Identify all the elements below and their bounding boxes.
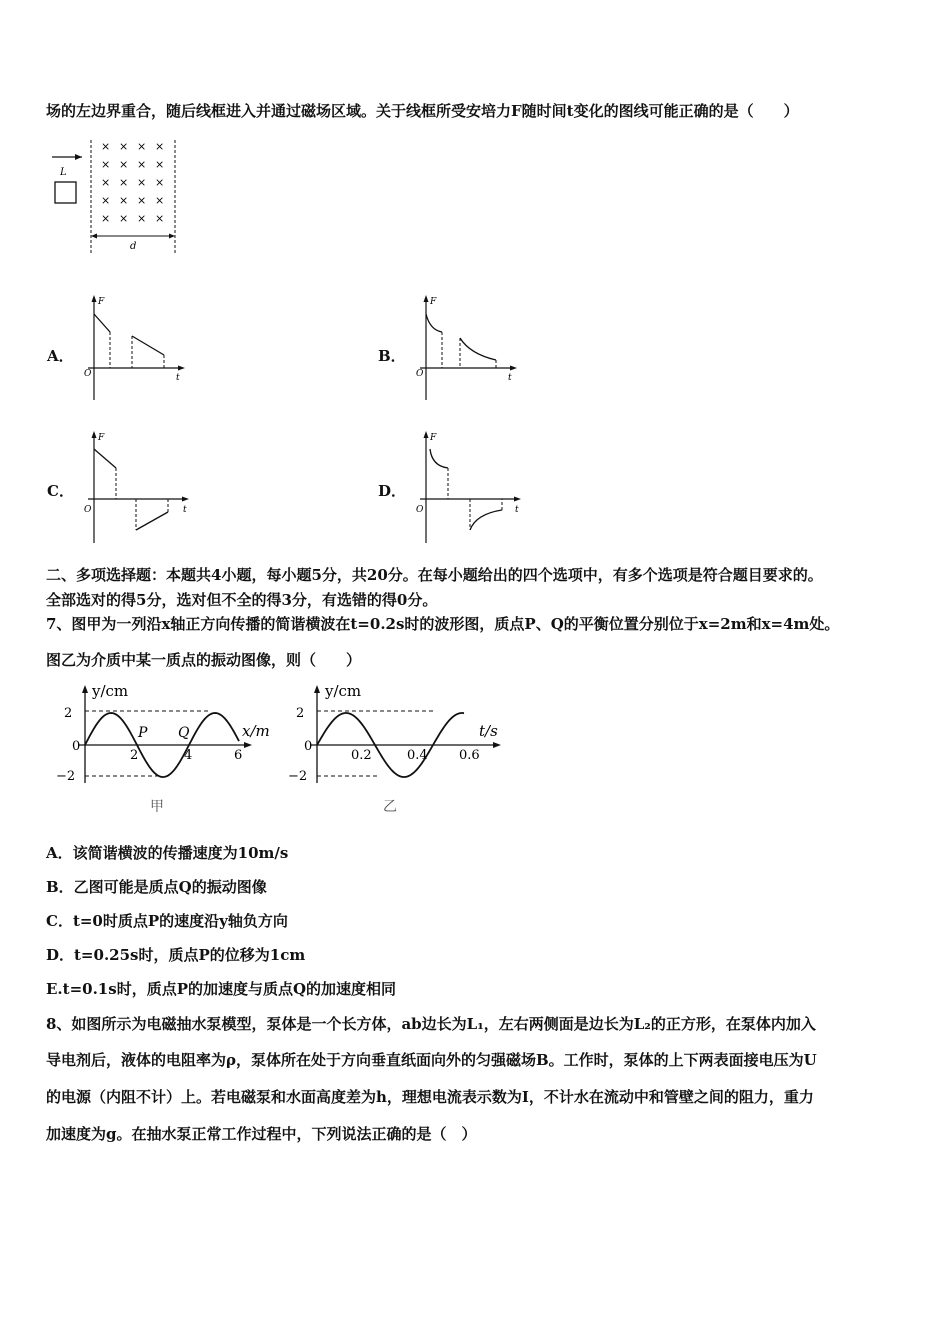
field-cross-mark: ×: [155, 194, 165, 207]
graph-yi: [283, 678, 513, 818]
field-cross-mark: ×: [155, 140, 165, 153]
graph-d: [412, 428, 527, 546]
q8-line2: 导电剂后，液体的电阻率为ρ，泵体所在处于方向垂直纸面向外的匀强磁场B。工作时，泵体的上下两表面接电压为U: [46, 1051, 817, 1069]
svg-text:t: t: [508, 373, 512, 383]
svg-text:F: F: [98, 297, 105, 307]
q8-line1: 8、如图所示为电磁抽水泵模型，泵体是一个长方体，ab边长为L₁，左右两侧面是边长为L₂的正方形，在泵体内加入: [46, 1015, 816, 1033]
field-cross-mark: ×: [101, 140, 111, 153]
q7-option-c: C．t=0时质点P的速度沿y轴负方向: [46, 912, 288, 930]
graph-a: [80, 292, 190, 402]
svg-text:t: t: [176, 373, 180, 383]
caption-jia: 甲: [150, 799, 164, 815]
option-b-label: B．: [378, 347, 406, 365]
field-cross-mark: ×: [119, 176, 129, 189]
option-d-label: D．: [378, 482, 407, 500]
svg-text:O: O: [416, 369, 424, 379]
q8-line4: 加速度为g。在抽水泵正常工作过程中，下列说法正确的是（ ）: [46, 1125, 477, 1143]
jia-y-axis-label: y/cm: [92, 682, 129, 700]
field-cross-mark: ×: [137, 194, 147, 207]
field-cross-mark: ×: [119, 212, 129, 225]
field-cross-mark: ×: [137, 158, 147, 171]
yi-y-axis-label: y/cm: [325, 682, 362, 700]
svg-text:O: O: [416, 505, 424, 515]
svg-text:O: O: [84, 369, 92, 379]
section2-header-line2: 全部选对的得5分，选对但不全的得3分，有选错的得0分。: [46, 591, 438, 609]
width-label: d: [130, 241, 137, 252]
q8-line3: 的电源（内阻不计）上。若电磁泵和水面高度差为h，理想电流表示数为I，不计水在流动中和管壁之间的阻力，重力: [46, 1088, 814, 1106]
svg-text:0: 0: [304, 739, 313, 754]
yi-x-axis-label: t/s: [479, 722, 498, 740]
q6-figure: [50, 135, 190, 255]
field-crosses: [101, 140, 164, 225]
caption-yi: 乙: [383, 799, 397, 815]
svg-text:−2: −2: [288, 769, 308, 784]
svg-text:0.6: 0.6: [459, 748, 480, 763]
field-cross-mark: ×: [101, 158, 111, 171]
field-cross-mark: ×: [155, 212, 165, 225]
q7-option-b: B．乙图可能是质点Q的振动图像: [46, 878, 267, 896]
field-cross-mark: ×: [137, 176, 147, 189]
svg-text:t: t: [515, 505, 519, 515]
svg-text:6: 6: [234, 748, 243, 763]
coil-square: [55, 182, 76, 203]
q7-option-e: E.t=0.1s时，质点P的加速度与质点Q的加速度相同: [46, 980, 397, 998]
q6-stem: 场的左边界重合，随后线框进入并通过磁场区域。关于线框所受安培力F随时间t变化的图线可能正确的是（ ）: [46, 102, 799, 120]
svg-text:−2: −2: [56, 769, 76, 784]
field-cross-mark: ×: [101, 212, 111, 225]
q7-stem-line2: 图乙为介质中某一质点的振动图像，则（ ）: [46, 651, 362, 669]
field-cross-mark: ×: [137, 140, 147, 153]
graph-jia: [50, 678, 280, 818]
svg-text:0.2: 0.2: [351, 748, 372, 763]
svg-text:2: 2: [296, 706, 305, 721]
field-cross-mark: ×: [155, 158, 165, 171]
section2-header-line1: 二、多项选择题：本题共4小题，每小题5分，共20分。在每小题给出的四个选项中，有多个选项是符合题目要求的。: [46, 566, 823, 584]
q7-stem-line1: 7、图甲为一列沿x轴正方向传播的简谐横波在t=0.2s时的波形图，质点P、Q的平衡位置分别位于x=2m和x=4m处。: [46, 615, 840, 633]
field-cross-mark: ×: [137, 212, 147, 225]
jia-x-axis-label: x/m: [242, 722, 270, 740]
svg-text:4: 4: [184, 748, 193, 763]
graph-c: [80, 428, 195, 546]
field-cross-mark: ×: [155, 176, 165, 189]
svg-text:F: F: [430, 297, 437, 307]
field-cross-mark: ×: [119, 140, 129, 153]
q7-option-d: D．t=0.25s时，质点P的位移为1cm: [46, 946, 306, 964]
svg-text:2: 2: [64, 706, 73, 721]
field-cross-mark: ×: [101, 194, 111, 207]
svg-text:0: 0: [72, 739, 81, 754]
point-q-label: Q: [178, 725, 190, 741]
svg-text:t: t: [183, 505, 187, 515]
svg-text:O: O: [84, 505, 92, 515]
option-a-label: A．: [47, 347, 74, 365]
svg-text:F: F: [430, 433, 437, 443]
svg-text:F: F: [98, 433, 105, 443]
field-cross-mark: ×: [119, 158, 129, 171]
field-cross-mark: ×: [101, 176, 111, 189]
graph-b: [412, 292, 522, 402]
q7-option-a: A．该简谐横波的传播速度为10m/s: [46, 844, 289, 862]
svg-text:2: 2: [130, 748, 139, 763]
point-p-label: P: [138, 725, 148, 741]
option-c-label: C．: [47, 482, 74, 500]
svg-text:0.4: 0.4: [407, 748, 428, 763]
field-cross-mark: ×: [119, 194, 129, 207]
side-label: L: [60, 167, 67, 178]
